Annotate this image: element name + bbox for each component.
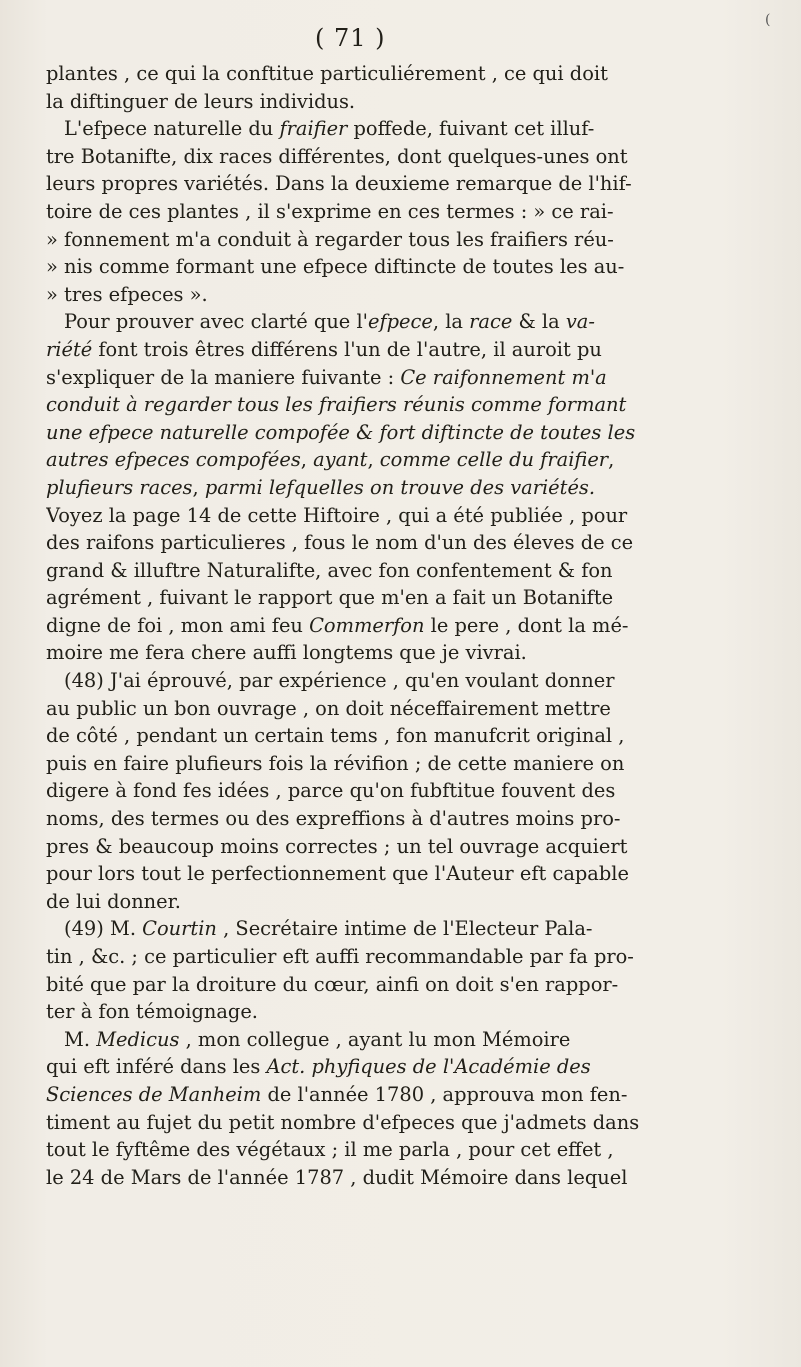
italic-span: Act. phyfiques de l'Académie des (266, 1055, 591, 1079)
text-span: font trois êtres différens l'un de l'autre, il auroit pu (92, 337, 602, 361)
text-span: , Secrétaire intime de l'Electeur Pala- (216, 917, 593, 941)
text-span: qui eft inféré dans les (46, 1055, 267, 1079)
text-span: » nis comme formant une efpece diftincte de toutes les au- (46, 255, 625, 279)
italic-span: Medicus (96, 1027, 180, 1051)
text-line (46, 695, 751, 723)
text-line (46, 226, 751, 254)
text-span: grand & illuftre Naturalifte, avec fon confentement & fon (46, 558, 613, 582)
italic-span: autres efpeces compofées (46, 448, 301, 472)
text-line (46, 805, 751, 833)
text-line (46, 391, 751, 419)
text-line (46, 115, 751, 143)
text-span: , (608, 448, 615, 472)
text-line (46, 860, 751, 888)
text-line (46, 943, 751, 971)
text-span: tout le fyftême des végétaux ; il me parla , pour cet effet , (46, 1138, 614, 1162)
text-line (46, 281, 751, 309)
page-number: ( 71 ) (315, 24, 386, 52)
text-line (46, 557, 751, 585)
text-line (46, 612, 751, 640)
text-line (46, 60, 751, 88)
italic-span: efpece (367, 310, 433, 334)
text-span: le 24 de Mars de l'année 1787 , dudit Mémoire dans lequel (46, 1165, 628, 1189)
text-span: (48) J'ai éprouvé, par expérience , qu'en voulant donner (64, 669, 615, 693)
text-span: tre Botanifte, dix races différentes, dont quelques-unes ont (46, 144, 628, 168)
text-span: de côté , pendant un certain tems , fon manufcrit original , (46, 724, 625, 748)
text-span: digere à fond fes idées , parce qu'on fubftitue fouvent des (46, 779, 616, 803)
text-span: bité que par la droiture du cœur, ainfi on doit s'en rappor- (46, 972, 619, 996)
text-span: timent au fujet du petit nombre d'efpeces que j'admets dans (46, 1110, 640, 1134)
italic-span: ayant (313, 448, 368, 472)
text-line (46, 88, 751, 116)
text-line (46, 1081, 751, 1109)
text-span: toire de ces plantes , il s'exprime en ces termes : » ce rai- (46, 199, 614, 223)
text-span: s'expliquer de la maniere fuivante : (46, 365, 401, 389)
text-span: plantes , ce qui la conftitue particuliérement , ce qui doit (46, 62, 608, 85)
italic-span: une efpece naturelle compofée & fort diftincte de toutes les (46, 420, 636, 444)
text-span: L'efpece naturelle du (64, 117, 280, 141)
text-span: pres & beaucoup moins correctes ; un tel ouvrage acquiert (46, 834, 628, 858)
text-line (46, 336, 751, 364)
text-span: , mon collegue , ayant lu mon Mémoire (179, 1027, 571, 1051)
corner-mark: ( (765, 12, 771, 28)
text-line (46, 446, 751, 474)
text-span: , (367, 448, 380, 472)
text-line (46, 750, 751, 778)
italic-span: riété (46, 337, 93, 361)
italic-span: Sciences de Manheim (46, 1082, 262, 1106)
text-line (46, 143, 751, 171)
text-span: le pere , dont la mé- (424, 613, 629, 637)
text-span: des raifons particulieres , fous le nom d'un des éleves de ce (46, 531, 634, 555)
text-line (46, 308, 751, 336)
text-line (46, 419, 751, 447)
text-line (46, 915, 751, 943)
italic-span: Courtin (142, 917, 217, 941)
text-line (46, 833, 751, 861)
italic-span: race (469, 310, 513, 334)
text-line (46, 971, 751, 999)
text-span: de lui donner. (46, 889, 181, 913)
text-span: puis en faire plufieurs fois la révifion ; de cette maniere on (46, 751, 625, 775)
text-line (46, 777, 751, 805)
text-line (46, 1109, 751, 1137)
text-line (46, 584, 751, 612)
text-line (46, 1164, 751, 1192)
text-line (46, 502, 751, 530)
italic-span: comme celle du fraifier (379, 448, 609, 472)
text-span: » fonnement m'a conduit à regarder tous les fraifiers réu- (46, 227, 614, 251)
text-line (46, 474, 751, 502)
text-span: au public un bon ouvrage , on doit néceffairement mettre (46, 696, 611, 720)
text-span: , (192, 475, 205, 499)
text-span: agrément , fuivant le rapport que m'en a fait un Botanifte (46, 586, 614, 610)
italic-span: plufieurs races (46, 475, 193, 499)
text-span: poffede, fuivant cet illuf- (347, 117, 595, 141)
text-span: leurs propres variétés. Dans la deuxieme remarque de l'hif- (46, 172, 632, 196)
text-span: noms, des termes ou des expreffions à d'autres moins pro- (46, 807, 621, 831)
text-line (46, 1053, 751, 1081)
text-span: digne de foi , mon ami feu (46, 613, 310, 637)
text-line (46, 998, 751, 1026)
text-span: tin , &c. ; ce particulier eft auffi recommandable par fa pro- (46, 945, 634, 968)
text-span: , (300, 448, 314, 472)
text-span: M. (64, 1027, 97, 1051)
italic-span: Ce raifonnement m'a (400, 365, 607, 389)
text-span: (49) M. (64, 917, 143, 941)
text-line (46, 722, 751, 750)
italic-span: Commerfon (309, 613, 425, 637)
body-text (46, 60, 751, 1191)
italic-span: parmi lefquelles on trouve des variétés. (204, 475, 596, 499)
italic-span: conduit à regarder tous les fraifiers réunis comme formant (46, 393, 627, 417)
italic-span: fraifier (279, 117, 348, 141)
text-line (46, 170, 751, 198)
text-span: Pour prouver avec clarté que l' (64, 310, 368, 334)
text-span: ter à fon témoignage. (46, 1000, 258, 1024)
text-line (46, 667, 751, 695)
italic-span: va- (565, 310, 595, 334)
text-line (46, 888, 751, 916)
text-line (46, 1026, 751, 1054)
text-span: de l'année 1780 , approuva mon fen- (261, 1082, 628, 1106)
text-span: , la (432, 310, 470, 334)
text-span: la diftinguer de leurs individus. (46, 89, 356, 113)
text-span: & la (512, 310, 566, 334)
text-line (46, 639, 751, 667)
text-line (46, 198, 751, 226)
text-line (46, 364, 751, 392)
text-span: pour lors tout le perfectionnement que l'Auteur eft capable (46, 862, 629, 886)
text-line (46, 1136, 751, 1164)
text-span: » tres efpeces ». (46, 282, 208, 306)
text-span: Voyez la page 14 de cette Hiftoire , qui a été publiée , pour (46, 503, 628, 527)
text-line (46, 253, 751, 281)
text-span: moire me fera chere auffi longtems que je vivrai. (46, 641, 527, 665)
text-line (46, 529, 751, 557)
